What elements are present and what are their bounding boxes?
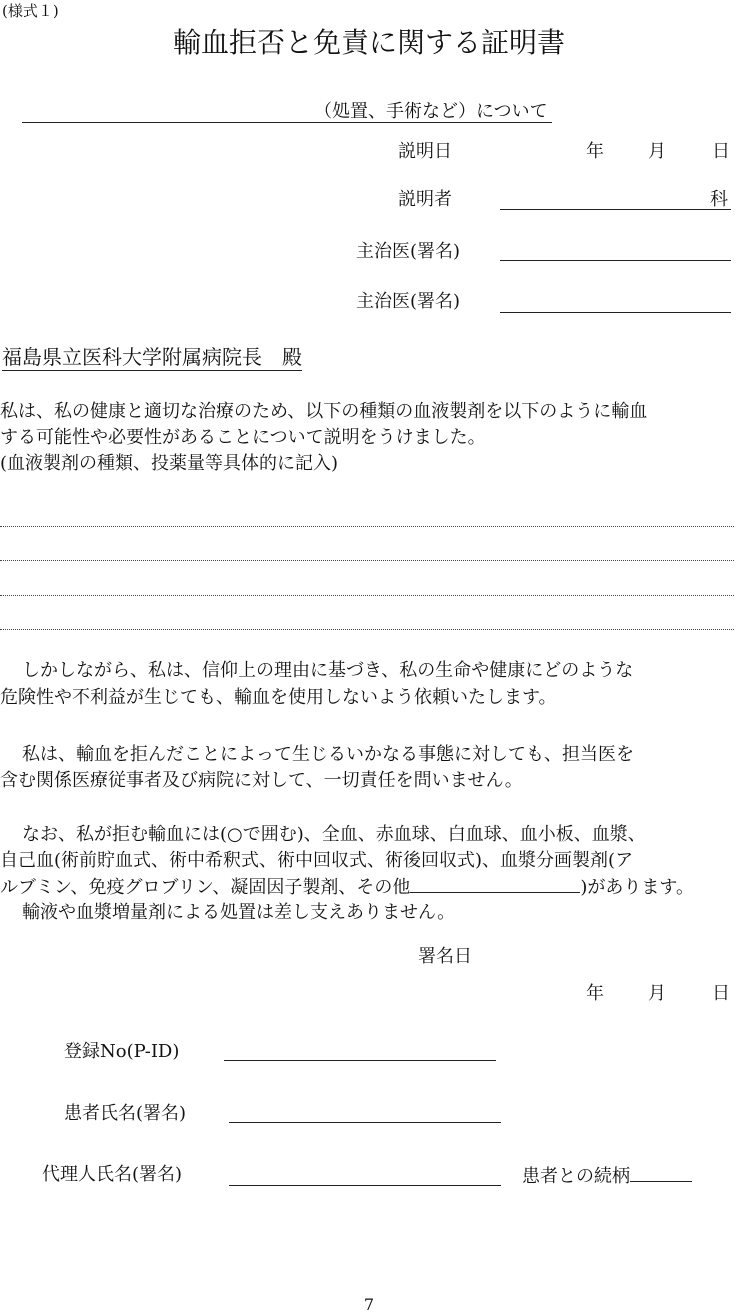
blood-product-entry-line[interactable]	[0, 526, 734, 527]
signature-day: 日	[712, 983, 730, 1004]
explanation-day: 日	[712, 141, 730, 162]
physician1-label: 主治医(署名)	[356, 241, 461, 262]
para1-line2: する可能性や必要性があることについて説明をうけました。	[0, 427, 486, 448]
para3-line1: 私は、輸血を拒んだことによって生じるいかなる事態に対しても、担当医を	[22, 744, 634, 765]
form-label: (様式１)	[2, 2, 59, 20]
proxy-signature-field[interactable]	[229, 1185, 501, 1186]
para2-line2: 危険性や不利益が生じても、輸血を使用しないよう依頼いたします。	[0, 687, 557, 708]
physician2-signature-field[interactable]	[500, 312, 731, 313]
patient-signature-field[interactable]	[229, 1122, 501, 1123]
para4-line3	[0, 874, 738, 901]
signature-date-label: 署名日	[418, 946, 472, 967]
blood-product-entry-line[interactable]	[0, 629, 734, 630]
proxy-name-label: 代理人氏名(署名)	[42, 1164, 183, 1185]
signature-month: 月	[648, 983, 666, 1004]
para4-line3-start: ルブミン、免疫グロブリン、凝固因子製剤、その他	[0, 877, 411, 898]
physician2-label: 主治医(署名)	[356, 291, 461, 312]
relationship-label-text: 患者との続柄	[522, 1166, 630, 1187]
patient-name-label: 患者氏名(署名)	[64, 1103, 187, 1124]
relationship-label	[522, 1163, 692, 1189]
explainer-label: 説明者	[398, 189, 452, 210]
page-number: 7	[363, 1295, 375, 1314]
para4-line3-end: )があります。	[580, 877, 694, 898]
page-title: 輸血拒否と免責に関する証明書	[172, 26, 565, 59]
registration-field[interactable]	[224, 1060, 496, 1061]
physician1-signature-field[interactable]	[500, 260, 731, 261]
explanation-month: 月	[648, 141, 666, 162]
procedure-label: （処置、手術など）について	[314, 101, 548, 122]
signature-year: 年	[586, 983, 604, 1004]
other-products-field[interactable]	[410, 874, 580, 893]
department-suffix: 科	[710, 189, 728, 210]
para1-line3: (血液製剤の種類、投薬量等具体的に記入)	[0, 453, 339, 474]
blood-product-entry-line[interactable]	[0, 595, 734, 596]
para1-line1: 私は、私の健康と適切な治療のため、以下の種類の血液製剤を以下のように輸血	[0, 401, 648, 422]
registration-label: 登録No(P-ID)	[64, 1041, 180, 1062]
para2-line1: しかしながら、私は、信仰上の理由に基づき、私の生命や健康にどのような	[22, 660, 634, 681]
para4-line1: なお、私が拒む輸血には(○で囲む)、全血、赤血球、白血球、血小板、血漿、	[22, 824, 646, 845]
para3-line2: 含む関係医療従事者及び病院に対して、一切責任を問いません。	[0, 770, 523, 791]
blood-product-entry-line[interactable]	[0, 560, 734, 561]
explainer-field[interactable]	[500, 209, 731, 210]
explanation-date-label: 説明日	[398, 141, 452, 162]
relationship-field[interactable]	[630, 1163, 692, 1182]
para4-line2: 自己血(術前貯血式、術中希釈式、術中回収式、術後回収式)、血漿分画製剤(ア	[0, 850, 634, 871]
explanation-year: 年	[586, 141, 604, 162]
addressee: 福島県立医科大学附属病院長 殿	[2, 345, 302, 369]
para5-line1: 輸液や血漿増量剤による処置は差し支えありません。	[22, 902, 456, 923]
